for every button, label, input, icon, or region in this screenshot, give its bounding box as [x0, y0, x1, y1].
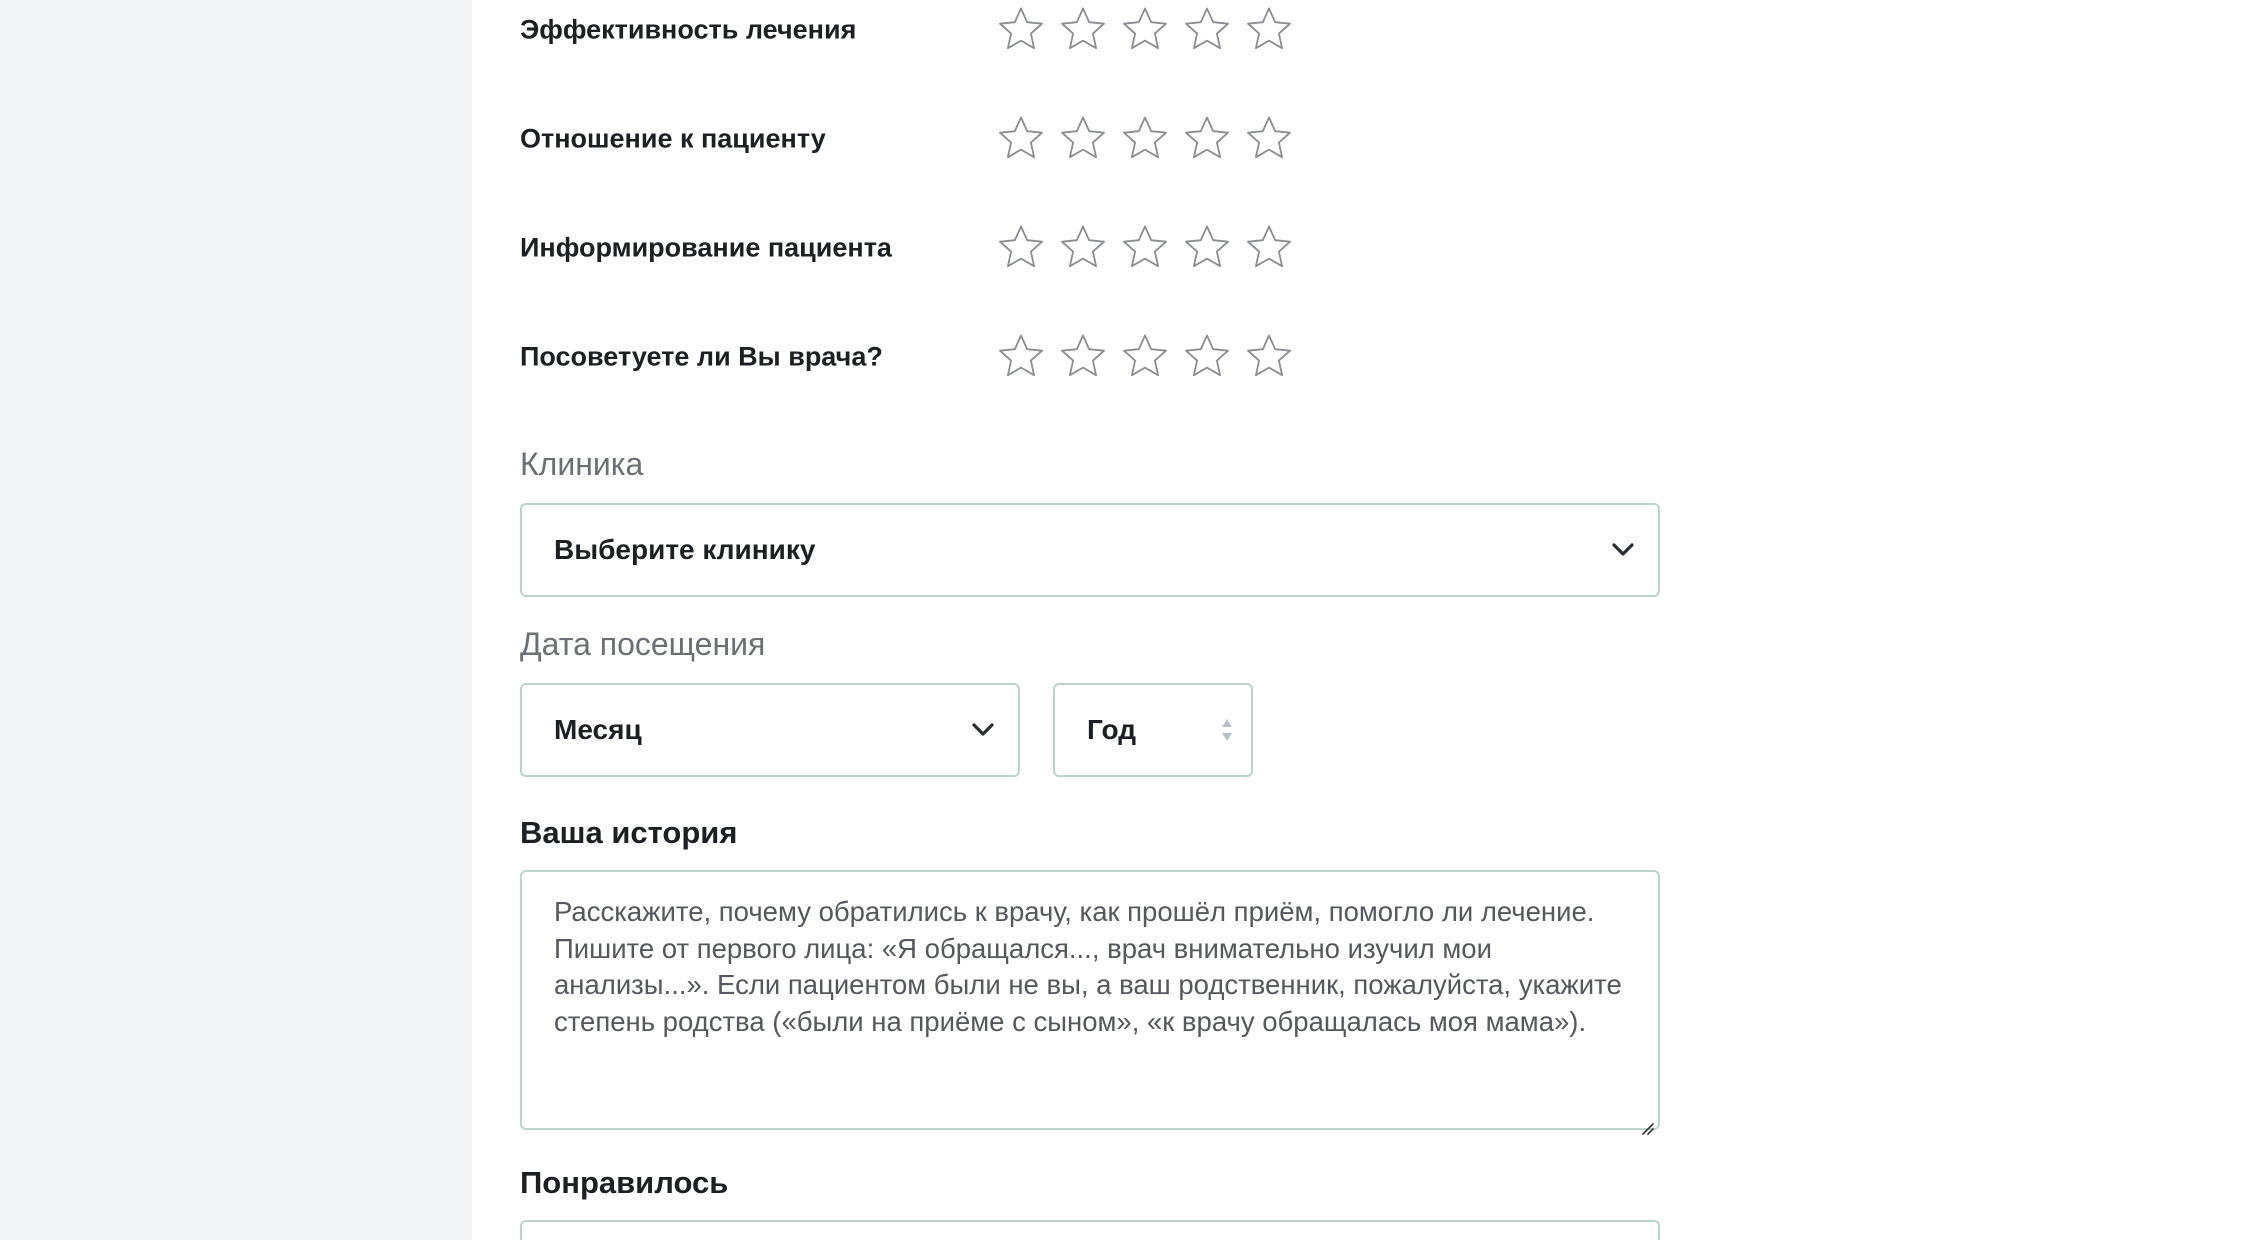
rating-label: Информирование пациента [520, 232, 892, 263]
star-rating [996, 327, 1294, 387]
star-outline-icon[interactable] [1120, 223, 1170, 273]
year-select-value: Год [1087, 714, 1136, 745]
star-rating [996, 109, 1294, 169]
star-outline-icon[interactable] [1244, 332, 1294, 382]
liked-title: Понравилось [520, 1165, 729, 1200]
star-outline-icon[interactable] [1058, 5, 1108, 55]
year-select[interactable] [1053, 683, 1253, 777]
story-title: Ваша история [520, 815, 738, 850]
star-outline-icon[interactable] [1244, 5, 1294, 55]
star-outline-icon[interactable] [1182, 223, 1232, 273]
star-outline-icon[interactable] [1058, 114, 1108, 164]
liked-textarea[interactable] [520, 1220, 1660, 1240]
story-textarea[interactable] [520, 870, 1660, 1130]
star-outline-icon[interactable] [1058, 332, 1108, 382]
star-outline-icon[interactable] [1120, 332, 1170, 382]
star-outline-icon[interactable] [1182, 5, 1232, 55]
star-outline-icon[interactable] [1244, 223, 1294, 273]
month-select[interactable] [520, 683, 1020, 777]
chevron-down-icon [1612, 543, 1634, 557]
rating-row-recommend [520, 327, 1660, 387]
star-outline-icon[interactable] [996, 332, 1046, 382]
star-outline-icon[interactable] [996, 114, 1046, 164]
resize-handle-icon[interactable] [1638, 1108, 1654, 1124]
star-outline-icon[interactable] [996, 223, 1046, 273]
star-outline-icon[interactable] [1120, 114, 1170, 164]
clinic-select-value: Выберите клинику [554, 534, 816, 565]
rating-label: Эффективность лечения [520, 14, 857, 45]
star-rating [996, 0, 1294, 60]
star-rating [996, 218, 1294, 278]
star-outline-icon[interactable] [1058, 223, 1108, 273]
clinic-label: Клиника [520, 446, 644, 482]
rating-row-informing [520, 218, 1660, 278]
star-outline-icon[interactable] [1244, 114, 1294, 164]
star-outline-icon[interactable] [996, 5, 1046, 55]
rating-row-attitude [520, 109, 1660, 169]
up-down-spinner-icon [1221, 717, 1233, 743]
clinic-select[interactable] [520, 503, 1660, 597]
rating-row-effectiveness [520, 0, 1660, 60]
visit-date-label: Дата посещения [520, 626, 766, 662]
rating-label: Отношение к пациенту [520, 123, 826, 154]
chevron-down-icon [972, 723, 994, 737]
review-form-panel [472, 0, 2268, 1240]
star-outline-icon[interactable] [1182, 114, 1232, 164]
star-outline-icon[interactable] [1182, 332, 1232, 382]
star-outline-icon[interactable] [1120, 5, 1170, 55]
story-placeholder: Расскажите, почему обратились к врачу, как прошёл приём, помогло ли лечение. Пишите от первого лица: «Я обращался..., врач внимательно изучил мои анализы...». Если пациентом были не вы, а ваш родственник, пожалуйста, укажите степень родства («были на приёме с сыном», «к врачу обращалась моя мама»). [554, 896, 1622, 1037]
rating-label: Посоветуете ли Вы врача? [520, 341, 883, 372]
month-select-value: Месяц [554, 714, 642, 745]
